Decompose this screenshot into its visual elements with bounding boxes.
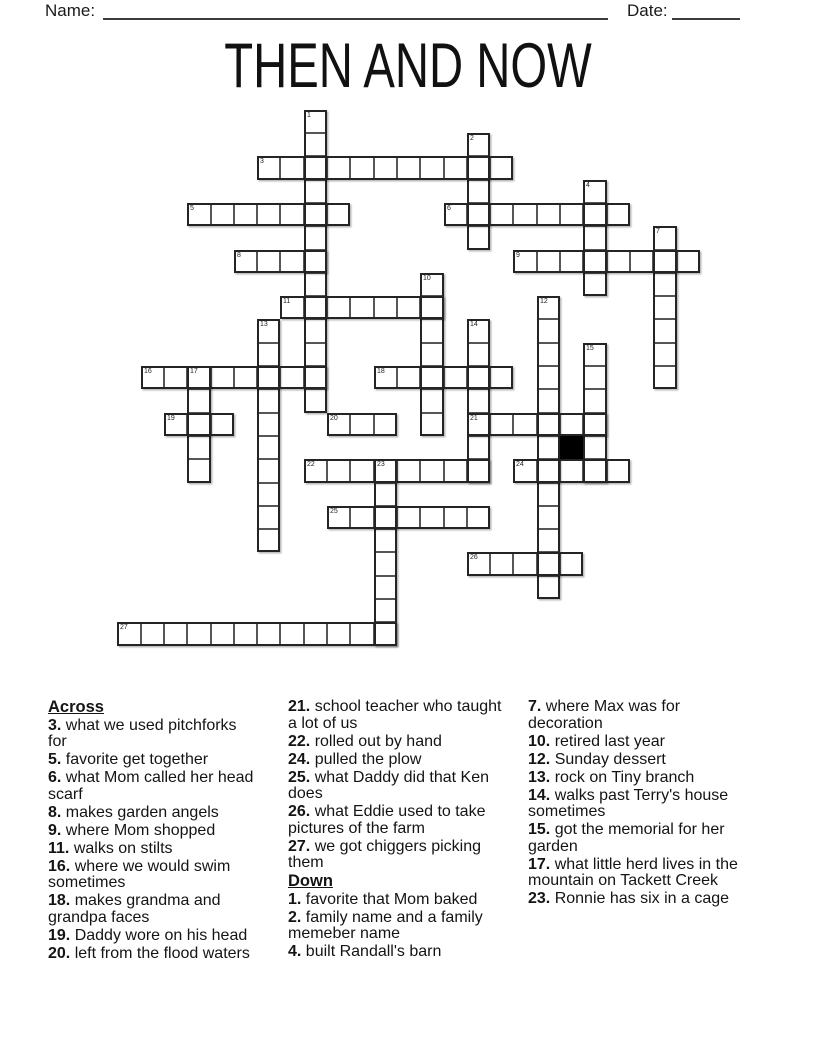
blocked-cell — [560, 436, 583, 459]
clue-text: we got chiggers picking them — [288, 837, 481, 871]
grid-cell[interactable] — [444, 459, 467, 483]
clue-text: where we would swim sometimes — [48, 857, 231, 891]
grid-cell[interactable] — [374, 366, 397, 389]
grid-cell[interactable] — [444, 366, 467, 389]
clue-number: 20. — [48, 944, 75, 962]
grid-cell[interactable] — [467, 389, 490, 413]
grid-cell[interactable] — [467, 133, 490, 156]
grid-cell[interactable] — [467, 366, 490, 389]
grid-cell[interactable] — [444, 156, 467, 180]
cell-number: 19 — [167, 415, 175, 422]
clue-number: 9. — [48, 821, 66, 839]
grid-cell[interactable] — [397, 506, 420, 529]
grid-cell[interactable] — [234, 203, 257, 226]
grid-cell[interactable] — [537, 552, 560, 576]
grid-cell[interactable] — [537, 436, 560, 459]
grid-cell[interactable] — [257, 319, 280, 343]
clue-item — [48, 805, 256, 822]
clue-text: favorite get together — [65, 751, 209, 768]
grid-cell[interactable] — [374, 296, 397, 319]
clue-text: Ronnie has six in a cage — [554, 890, 730, 907]
cell-number: 9 — [516, 252, 520, 259]
grid-cell[interactable] — [537, 506, 560, 529]
grid-cell[interactable] — [537, 366, 560, 389]
grid-cell[interactable] — [141, 622, 164, 646]
grid-cell[interactable] — [653, 250, 677, 273]
clue-number: 8. — [48, 803, 66, 821]
grid-cell[interactable] — [397, 459, 420, 483]
grid-cell[interactable] — [583, 250, 607, 273]
grid-cell[interactable] — [234, 622, 257, 646]
grid-cell[interactable] — [280, 296, 304, 319]
clue-number: 26. — [288, 803, 315, 820]
grid-cell[interactable] — [583, 389, 607, 413]
clue-item — [48, 841, 256, 858]
clue-section-header: Across — [48, 698, 104, 716]
grid-cell[interactable] — [327, 622, 350, 646]
grid-cell[interactable] — [374, 529, 397, 552]
grid-cell[interactable] — [374, 413, 397, 436]
grid-cell[interactable] — [257, 506, 280, 529]
grid-cell[interactable] — [350, 622, 374, 646]
grid-cell[interactable] — [560, 413, 583, 436]
grid-cell[interactable] — [280, 250, 304, 273]
clue-text: walks past Terry's house sometimes — [528, 786, 729, 820]
grid-cell[interactable] — [537, 459, 560, 483]
clue-number: 13. — [528, 768, 555, 786]
clue-item — [528, 857, 740, 890]
grid-cell[interactable] — [257, 436, 280, 459]
grid-cell[interactable] — [304, 156, 327, 180]
grid-cell[interactable] — [467, 343, 490, 366]
grid-cell[interactable] — [211, 203, 234, 226]
grid-cell[interactable] — [304, 389, 327, 413]
clue-item — [48, 893, 256, 926]
grid-cell[interactable] — [234, 366, 257, 389]
grid-cell[interactable] — [583, 413, 607, 436]
cell-number: 24 — [516, 461, 524, 468]
grid-cell[interactable] — [630, 250, 653, 273]
grid-cell[interactable] — [444, 506, 467, 529]
grid-cell[interactable] — [537, 529, 560, 552]
grid-cell[interactable] — [537, 343, 560, 366]
clue-text: what Daddy did that Ken does — [288, 768, 490, 802]
grid-cell[interactable] — [187, 413, 211, 436]
grid-cell[interactable] — [187, 622, 211, 646]
grid-cell[interactable] — [467, 506, 490, 529]
clue-number: 2. — [288, 908, 306, 926]
clue-item — [48, 928, 256, 945]
grid-cell[interactable] — [327, 459, 350, 483]
grid-cell[interactable] — [350, 296, 374, 319]
clue-text: makes garden angels — [65, 803, 219, 821]
cell-number: 10 — [423, 275, 431, 282]
clue-text: rolled out by hand — [314, 732, 442, 750]
grid-cell[interactable] — [164, 622, 187, 646]
clue-item — [528, 699, 740, 732]
grid-cell[interactable] — [164, 366, 187, 389]
grid-cell[interactable] — [537, 483, 560, 506]
grid-cell[interactable] — [583, 203, 607, 226]
cell-number: 5 — [190, 205, 194, 212]
grid-cell[interactable] — [537, 576, 560, 599]
grid-cell[interactable] — [420, 343, 444, 366]
grid-cell[interactable] — [327, 506, 350, 529]
clue-text: pulled the plow — [314, 750, 422, 768]
grid-cell[interactable] — [374, 599, 397, 622]
grid-cell[interactable] — [187, 459, 211, 483]
clue-item — [48, 946, 256, 963]
grid-cell[interactable] — [350, 156, 374, 180]
name-label: Name: — [45, 1, 96, 20]
grid-cell[interactable] — [304, 296, 327, 319]
grid-cell[interactable] — [187, 366, 211, 389]
grid-cell[interactable] — [607, 203, 630, 226]
clue-number: 27. — [288, 837, 315, 855]
cell-number: 27 — [120, 624, 128, 631]
clue-text: what Mom called her head scarf — [48, 769, 254, 803]
grid-cell[interactable] — [374, 459, 397, 483]
cell-number: 7 — [656, 228, 660, 235]
grid-cell[interactable] — [467, 203, 490, 226]
grid-cell[interactable] — [420, 296, 444, 319]
cell-number: 15 — [586, 345, 594, 352]
grid-cell[interactable] — [304, 622, 327, 646]
clue-text: school teacher who taught a lot of us — [288, 698, 502, 732]
grid-cell[interactable] — [374, 576, 397, 599]
grid-cell[interactable] — [257, 389, 280, 413]
cell-number: 25 — [330, 508, 338, 515]
grid-cell[interactable] — [187, 203, 211, 226]
grid-cell[interactable] — [304, 133, 327, 156]
grid-cell[interactable] — [677, 250, 700, 273]
grid-cell[interactable] — [211, 413, 234, 436]
grid-cell[interactable] — [653, 296, 677, 319]
grid-cell[interactable] — [211, 622, 234, 646]
grid-cell[interactable] — [304, 273, 327, 296]
grid-cell[interactable] — [513, 203, 537, 226]
grid-cell[interactable] — [583, 273, 607, 296]
grid-cell[interactable] — [304, 459, 327, 483]
clue-number: 25. — [288, 768, 315, 786]
cell-number: 20 — [330, 415, 338, 422]
grid-cell[interactable] — [583, 366, 607, 389]
clue-number: 5. — [48, 751, 66, 768]
grid-cell[interactable] — [350, 413, 374, 436]
date-label: Date: — [627, 1, 668, 20]
grid-cell[interactable] — [560, 250, 583, 273]
clue-text: left from the flood waters — [74, 944, 250, 962]
clue-column-2 — [288, 699, 510, 962]
clue-text: where Max was for decoration — [528, 698, 681, 732]
clue-text: makes grandma and grandpa faces — [48, 892, 221, 926]
grid-cell[interactable] — [583, 459, 607, 483]
clue-item — [288, 699, 510, 732]
clue-text: walks on stilts — [73, 839, 173, 857]
clue-number: 7. — [528, 698, 546, 715]
clue-number: 16. — [48, 857, 75, 875]
grid-cell[interactable] — [257, 483, 280, 506]
grid-cell[interactable] — [257, 622, 280, 646]
clue-number: 6. — [48, 769, 66, 786]
cell-number: 1 — [307, 112, 311, 119]
grid-cell[interactable] — [187, 436, 211, 459]
cell-number: 16 — [144, 368, 152, 375]
grid-cell[interactable] — [607, 250, 630, 273]
grid-cell[interactable] — [583, 180, 607, 203]
clue-number: 4. — [288, 943, 306, 960]
grid-cell[interactable] — [513, 413, 537, 436]
clue-number: 21. — [288, 698, 315, 715]
grid-cell[interactable] — [420, 459, 444, 483]
grid-cell[interactable] — [444, 203, 467, 226]
grid-cell[interactable] — [117, 622, 141, 646]
clue-number: 19. — [48, 926, 75, 944]
grid-cell[interactable] — [583, 226, 607, 250]
clue-item — [528, 770, 740, 787]
clue-text: where Mom shopped — [65, 821, 216, 839]
clue-column-3 — [528, 699, 740, 909]
grid-cell[interactable] — [304, 343, 327, 366]
grid-cell[interactable] — [490, 203, 513, 226]
grid-cell[interactable] — [304, 250, 327, 273]
clue-number: 1. — [288, 890, 306, 908]
clue-text: built Randall's barn — [305, 943, 442, 960]
grid-cell[interactable] — [467, 552, 490, 576]
cell-number: 23 — [377, 461, 385, 468]
cell-number: 11 — [283, 298, 291, 305]
clue-item — [288, 734, 510, 751]
grid-cell[interactable] — [583, 436, 607, 459]
grid-cell[interactable] — [653, 319, 677, 343]
grid-cell[interactable] — [537, 319, 560, 343]
grid-cell[interactable] — [257, 343, 280, 366]
grid-cell[interactable] — [467, 226, 490, 250]
grid-cell[interactable] — [304, 110, 327, 133]
cell-number: 12 — [540, 298, 548, 305]
grid-cell[interactable] — [420, 389, 444, 413]
grid-cell[interactable] — [397, 366, 420, 389]
grid-cell[interactable] — [537, 296, 560, 319]
grid-cell[interactable] — [490, 552, 513, 576]
grid-cell[interactable] — [420, 366, 444, 389]
clue-number: 10. — [528, 732, 555, 750]
clue-item — [288, 752, 510, 769]
grid-cell[interactable] — [513, 552, 537, 576]
grid-cell[interactable] — [653, 343, 677, 366]
grid-cell[interactable] — [653, 226, 677, 250]
grid-cell[interactable] — [467, 180, 490, 203]
cell-number: 14 — [470, 321, 478, 328]
clue-text: favorite that Mom baked — [305, 890, 478, 908]
clue-number: 18. — [48, 892, 75, 909]
cell-number: 26 — [470, 554, 478, 561]
grid-cell[interactable] — [420, 319, 444, 343]
grid-cell[interactable] — [374, 506, 397, 529]
cell-number: 21 — [470, 415, 478, 422]
grid-cell[interactable] — [257, 156, 280, 180]
grid-cell[interactable] — [420, 156, 444, 180]
grid-cell[interactable] — [583, 343, 607, 366]
clue-item — [288, 944, 510, 961]
grid-cell[interactable] — [280, 366, 304, 389]
grid-cell[interactable] — [537, 203, 560, 226]
clue-section-header: Down — [288, 872, 333, 890]
clue-item — [288, 839, 510, 872]
grid-cell[interactable] — [350, 459, 374, 483]
clue-item — [528, 734, 740, 751]
grid-cell[interactable] — [327, 296, 350, 319]
grid-cell[interactable] — [257, 459, 280, 483]
clue-number: 14. — [528, 786, 555, 804]
clue-text: rock on Tiny branch — [554, 768, 695, 786]
grid-cell[interactable] — [257, 203, 280, 226]
clue-item — [48, 859, 256, 892]
clue-text: family name and a family memeber name — [288, 908, 483, 942]
grid-cell[interactable] — [234, 250, 257, 273]
grid-cell[interactable] — [537, 250, 560, 273]
cell-number: 2 — [470, 135, 474, 142]
grid-cell[interactable] — [653, 273, 677, 296]
clue-item — [288, 910, 510, 943]
clue-text: Daddy wore on his head — [74, 926, 248, 944]
clue-number: 22. — [288, 732, 315, 750]
grid-cell[interactable] — [304, 366, 327, 389]
grid-cell[interactable] — [304, 226, 327, 250]
grid-cell[interactable] — [327, 413, 350, 436]
grid-cell[interactable] — [560, 459, 583, 483]
grid-cell[interactable] — [653, 366, 677, 389]
grid-cell[interactable] — [490, 413, 513, 436]
clue-item — [288, 770, 510, 803]
clue-item — [48, 718, 256, 751]
clue-item — [528, 891, 740, 908]
grid-cell[interactable] — [350, 506, 374, 529]
grid-cell[interactable] — [537, 413, 560, 436]
grid-cell[interactable] — [304, 319, 327, 343]
clue-number: 3. — [48, 716, 66, 734]
grid-cell[interactable] — [490, 156, 513, 180]
clue-item — [48, 770, 256, 803]
grid-cell[interactable] — [420, 506, 444, 529]
clue-item — [48, 823, 256, 840]
clue-text: Sunday dessert — [554, 750, 666, 768]
grid-cell[interactable] — [420, 413, 444, 436]
grid-cell[interactable] — [327, 156, 350, 180]
grid-cell[interactable] — [467, 436, 490, 459]
grid-cell[interactable] — [280, 203, 304, 226]
grid-cell[interactable] — [467, 459, 490, 483]
grid-cell[interactable] — [374, 156, 397, 180]
puzzle-title: THEN AND NOW — [224, 31, 592, 101]
grid-cell[interactable] — [420, 273, 444, 296]
clue-number: 17. — [528, 855, 555, 873]
grid-cell[interactable] — [467, 319, 490, 343]
clue-item — [528, 822, 740, 855]
grid-cell[interactable] — [607, 459, 630, 483]
cell-number: 22 — [307, 461, 315, 468]
cell-number: 3 — [260, 158, 264, 165]
clue-text: got the memorial for her garden — [528, 821, 725, 855]
clue-text: what little herd lives in the mountain on Tackett Creek — [528, 855, 738, 889]
cell-number: 17 — [190, 368, 198, 375]
grid-cell[interactable] — [397, 296, 420, 319]
clue-item — [288, 804, 510, 837]
grid-cell[interactable] — [374, 483, 397, 506]
grid-cell[interactable] — [490, 366, 513, 389]
clue-number: 11. — [48, 839, 74, 857]
grid-cell[interactable] — [280, 622, 304, 646]
cell-number: 8 — [237, 252, 241, 259]
grid-cell[interactable] — [280, 156, 304, 180]
clue-number: 23. — [528, 890, 555, 907]
clue-item — [48, 752, 256, 769]
clue-item — [528, 788, 740, 821]
clue-item — [528, 752, 740, 769]
clue-column-1 — [48, 699, 256, 964]
clue-number: 12. — [528, 750, 555, 768]
grid-cell[interactable] — [164, 413, 187, 436]
grid-cell[interactable] — [467, 156, 490, 180]
cell-number: 13 — [260, 321, 268, 328]
grid-cell[interactable] — [257, 413, 280, 436]
grid-cell[interactable] — [513, 459, 537, 483]
grid-cell[interactable] — [304, 203, 327, 226]
clue-text: retired last year — [554, 732, 665, 750]
grid-cell[interactable] — [560, 203, 583, 226]
grid-cell[interactable] — [374, 622, 397, 646]
clue-number: 15. — [528, 821, 555, 838]
grid-cell[interactable] — [513, 250, 537, 273]
cell-number: 4 — [586, 182, 590, 189]
grid-cell[interactable] — [257, 529, 280, 552]
grid-cell[interactable] — [257, 366, 280, 389]
grid-cell[interactable] — [560, 552, 583, 576]
cell-number: 6 — [447, 205, 451, 212]
grid-cell[interactable] — [211, 366, 234, 389]
grid-cell[interactable] — [141, 366, 164, 389]
grid-cell[interactable] — [397, 156, 420, 180]
clue-item — [288, 892, 510, 909]
clue-text: what we used pitchforks for — [48, 716, 237, 750]
grid-cell[interactable] — [187, 389, 211, 413]
clue-text: what Eddie used to take pictures of the farm — [288, 803, 486, 837]
grid-cell[interactable] — [304, 180, 327, 203]
cell-number: 18 — [377, 368, 385, 375]
grid-cell[interactable] — [327, 203, 350, 226]
grid-cell[interactable] — [537, 389, 560, 413]
clue-number: 24. — [288, 750, 315, 768]
grid-cell[interactable] — [374, 552, 397, 576]
grid-cell[interactable] — [257, 250, 280, 273]
grid-cell[interactable] — [467, 413, 490, 436]
